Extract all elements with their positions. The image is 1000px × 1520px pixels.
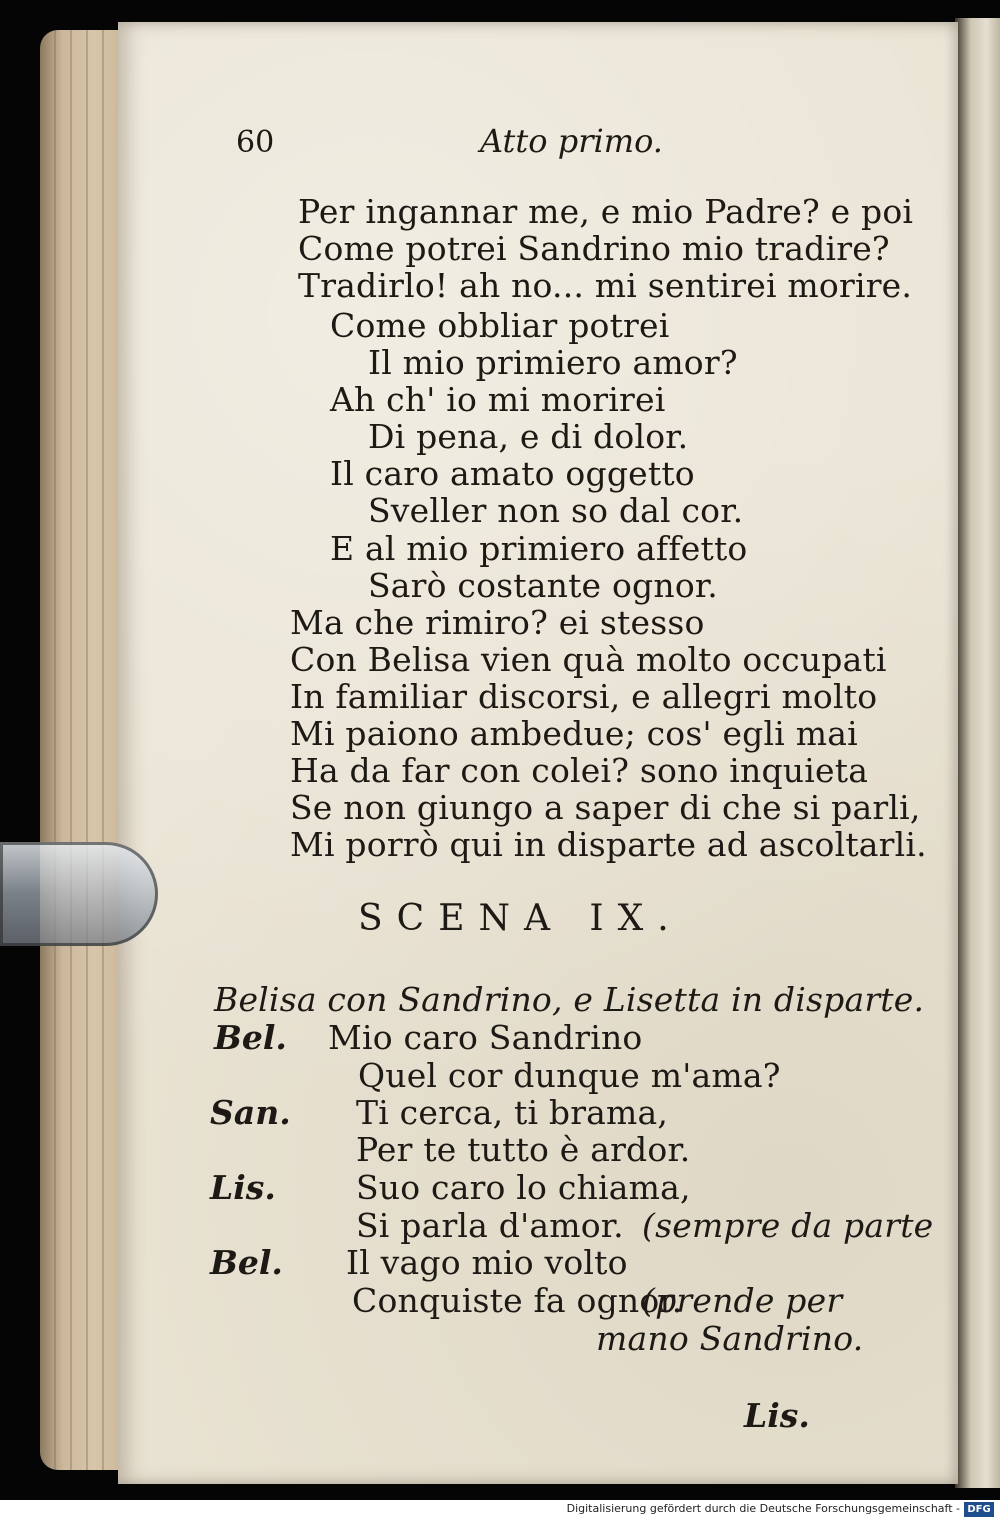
dialogue-line: Conquiste fa ognor. [352, 1281, 683, 1320]
speaker-label: San. [210, 1093, 291, 1132]
footer-bar [0, 1500, 1000, 1520]
verse-line: Il caro amato oggetto [330, 454, 695, 493]
stage-aside: (prende per [642, 1281, 843, 1320]
page-number: 60 [236, 125, 275, 160]
stage-aside-continuation: mano Sandrino. [596, 1319, 864, 1358]
book-page-edges [40, 30, 130, 1470]
scene-heading: SCENA IX. [358, 898, 683, 939]
verse-line: Sarò costante ognor. [368, 566, 718, 605]
digitization-credit: Digitalisierung gefördert durch die Deutsche Forschungsgemeinschaft - [566, 1502, 960, 1515]
verse-line: Per ingannar me, e mio Padre? e poi [298, 192, 914, 231]
facing-page-edge [955, 18, 1000, 1488]
verse-line: Tradirlo! ah no... mi sentirei morire. [298, 266, 913, 305]
verse-line: Se non giungo a saper di che si parli, [290, 788, 921, 827]
stage-direction: Belisa con Sandrino, e Lisetta in disparte. [214, 980, 925, 1019]
speaker-label: Lis. [210, 1168, 276, 1207]
dialogue-line: Ti cerca, ti brama, [356, 1093, 669, 1132]
running-head: Atto primo. [480, 122, 663, 160]
dialogue-line: Si parla d'amor. [356, 1206, 624, 1245]
dialogue-line: Quel cor dunque m'ama? [358, 1056, 781, 1095]
speaker-label: Bel. [214, 1018, 287, 1057]
verse-line: Ah ch' io mi morirei [330, 380, 666, 419]
verse-line: Di pena, e di dolor. [368, 417, 689, 456]
dfg-logo-icon: DFG [964, 1502, 994, 1517]
verse-line: Mi porrò qui in disparte ad ascoltarli. [290, 825, 927, 864]
verse-line: Come obbliar potrei [330, 306, 670, 345]
verse-line: Il mio primiero amor? [368, 343, 738, 382]
page-clip [0, 842, 158, 946]
dialogue-line: Mio caro Sandrino [328, 1018, 643, 1057]
speaker-label: Bel. [210, 1243, 283, 1282]
verse-line: Come potrei Sandrino mio tradire? [298, 229, 890, 268]
verse-line: Con Belisa vien quà molto occupati [290, 640, 887, 679]
verse-line: Ha da far con colei? sono inquieta [290, 751, 869, 790]
verse-line: Sveller non so dal cor. [368, 491, 744, 530]
dialogue-line: Suo caro lo chiama, [356, 1168, 691, 1207]
verse-line: Mi paiono ambedue; cos' egli mai [290, 714, 858, 753]
verse-line: E al mio primiero affetto [330, 529, 748, 568]
stage-aside: (sempre da parte [642, 1206, 934, 1245]
dialogue-line: Per te tutto è ardor. [356, 1130, 691, 1169]
catchword: Lis. [744, 1396, 810, 1435]
dialogue-line: Il vago mio volto [346, 1243, 628, 1282]
book-page [118, 22, 958, 1484]
verse-line: Ma che rimiro? ei stesso [290, 603, 705, 642]
verse-line: In familiar discorsi, e allegri molto [290, 677, 878, 716]
